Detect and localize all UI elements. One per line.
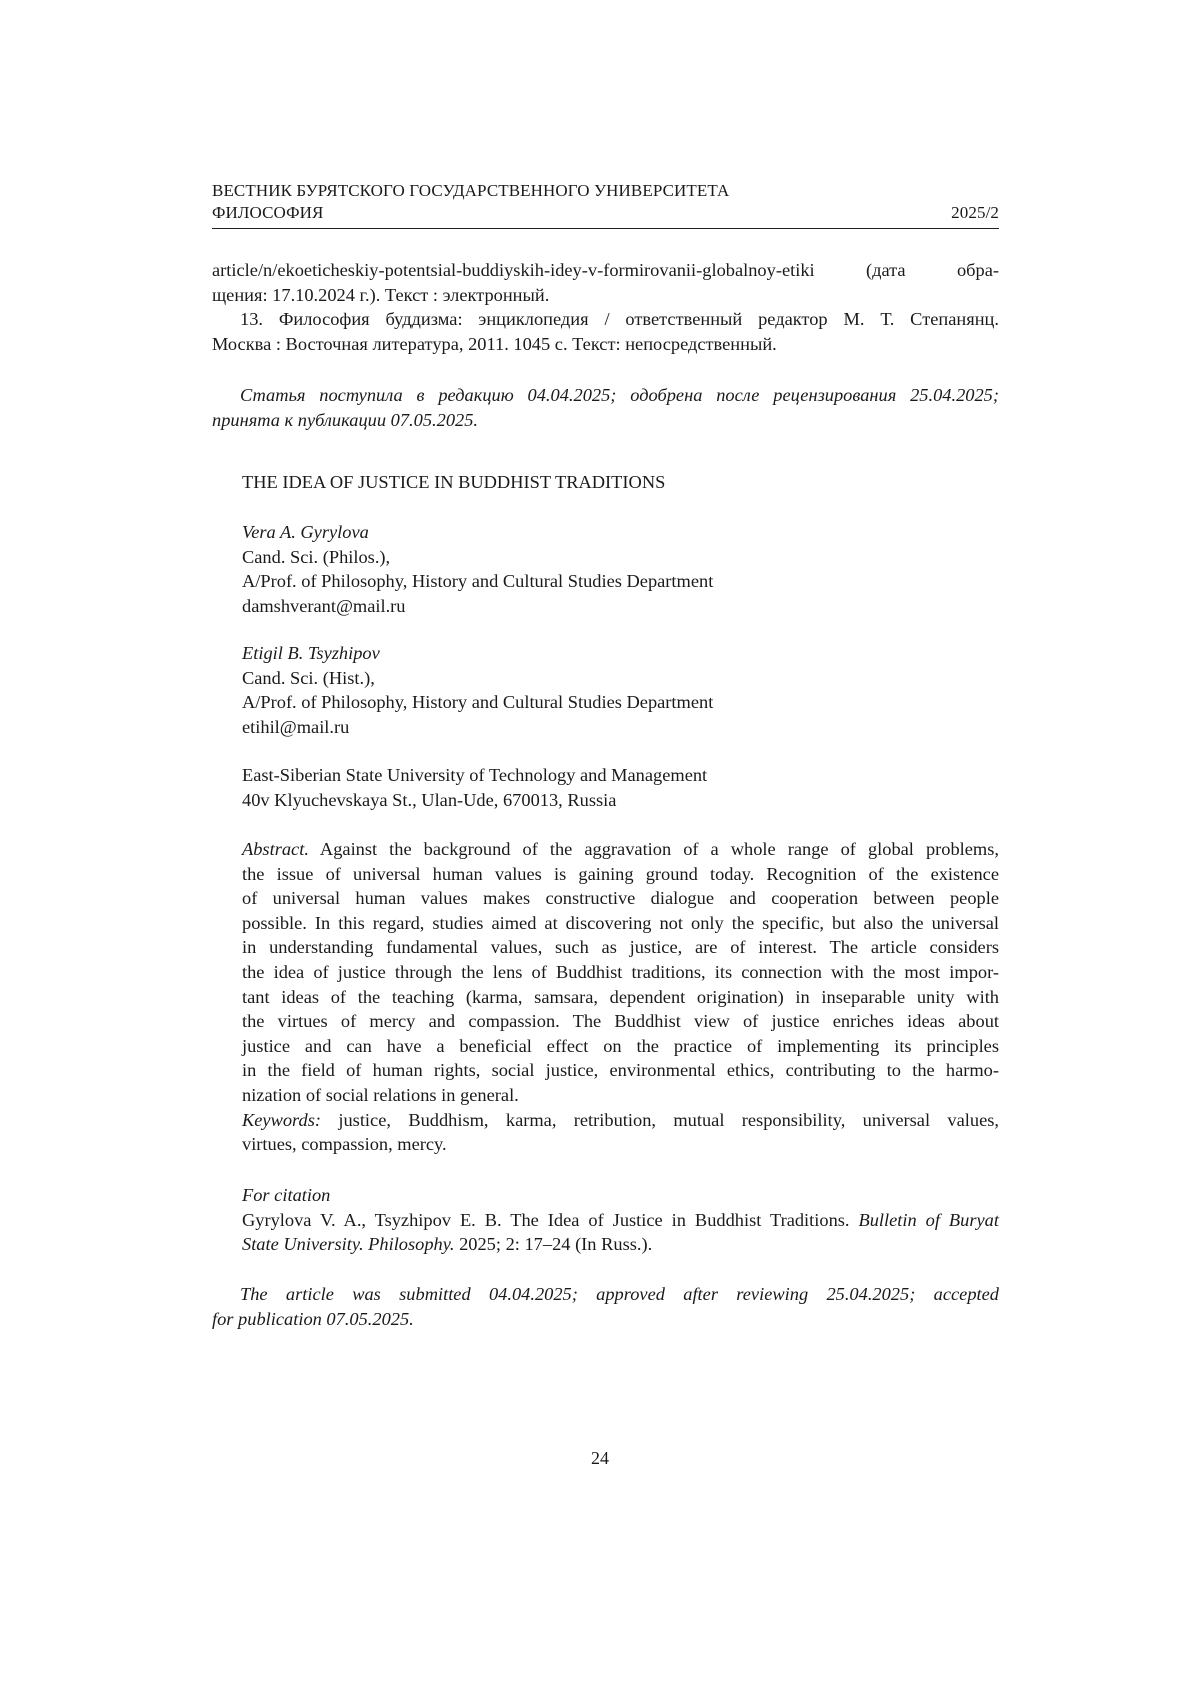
keywords-line-2: virtues, compassion, mercy. [242, 1134, 447, 1155]
abstract-line: justice and can have a beneficial effect on the practice of implementing its principles [242, 1035, 999, 1056]
page-number: 24 [591, 1448, 609, 1468]
reference-13-line-2: Москва : Восточная литература, 2011. 1045 с. Текст: непосредственный. [212, 333, 777, 354]
reference-12-line-1: article/n/ekoeticheskiy-potentsial-buddiyskih-idey-v-formirovanii-globalnoy-etiki (дата обра- [212, 260, 999, 280]
journal-title: ВЕСТНИК БУРЯТСКОГО ГОСУДАРСТВЕННОГО УНИВЕРСИТЕТА [212, 181, 730, 200]
keywords-line-1: Keywords: justice, Buddhism, karma, retribution, mutual responsibility, universal values, [242, 1109, 999, 1130]
abstract-line: in the field of human rights, social justice, environmental ethics, contributing to the harmo- [242, 1060, 999, 1081]
abstract [242, 837, 999, 1157]
references [212, 258, 999, 356]
citation-line-2: State University. Philosophy. 2025; 2: 17–24 (In Russ.). [242, 1234, 653, 1255]
author-block-1 [242, 520, 999, 618]
author-degree: Cand. Sci. (Hist.), [242, 667, 375, 688]
ru-dates-line-2: принята к публикации 07.05.2025. [212, 409, 478, 430]
abstract-label: Abstract. [242, 839, 309, 859]
reference-12-line-2: щения: 17.10.2024 г.). Текст : электронный. [212, 284, 550, 305]
author-block-2 [242, 641, 999, 739]
abstract-line: possible. In this regard, studies aimed at discovering not only the specific, but also the universal [242, 912, 999, 933]
author-degree: Cand. Sci. (Philos.), [242, 546, 391, 567]
en-dates-line-2: for publication 07.05.2025. [212, 1308, 414, 1329]
ru-submission-dates [212, 383, 999, 432]
author-email: etihil@mail.ru [242, 716, 350, 737]
institution: East-Siberian State University of Technology and Management [242, 765, 708, 785]
keywords-label: Keywords: [242, 1109, 322, 1130]
citation [242, 1183, 999, 1257]
abstract-line: Abstract. Against the background of the aggravation of a whole range of global problems, [242, 839, 999, 859]
en-submission-dates [212, 1282, 999, 1331]
running-header [212, 180, 999, 229]
abstract-line: nization of social relations in general. [242, 1084, 519, 1105]
affiliation [242, 763, 999, 812]
en-dates-line-1: The article was submitted 04.04.2025; approved after reviewing 25.04.2025; accepted [240, 1284, 999, 1304]
abstract-line: the issue of universal human values is gaining ground today. Recognition of the existence [242, 863, 999, 884]
author-position: A/Prof. of Philosophy, History and Cultural Studies Department [242, 571, 714, 592]
citation-label: For citation [242, 1185, 331, 1205]
abstract-line: the virtues of mercy and compassion. The Buddhist view of justice enriches ideas about [242, 1011, 999, 1032]
issue-number: 2025/2 [951, 203, 999, 222]
journal-section: ФИЛОСОФИЯ [212, 203, 324, 222]
article-title [242, 470, 999, 495]
author-name: Etigil B. Tsyzhipov [242, 643, 380, 663]
abstract-line: of universal human values makes constructive dialogue and cooperation between people [242, 888, 999, 909]
reference-13-line-1: 13. Философия буддизма: энциклопедия / ответственный редактор М. Т. Степанянц. [240, 309, 999, 330]
abstract-line: tant ideas of the teaching (karma, samsara, dependent origination) in inseparable unity with [242, 986, 999, 1007]
ru-dates-line-1: Статья поступила в редакцию 04.04.2025; одобрена после рецензирования 25.04.2025; [240, 385, 999, 405]
author-position: A/Prof. of Philosophy, History and Cultural Studies Department [242, 692, 714, 713]
author-email: damshverant@mail.ru [242, 595, 406, 616]
abstract-line: in understanding fundamental values, such as justice, are of interest. The article considers [242, 937, 999, 958]
citation-line-1: Gyrylova V. A., Tsyzhipov E. B. The Idea of Justice in Buddhist Traditions. Bulletin of Buryat [242, 1209, 999, 1230]
institution-address: 40v Klyuchevskaya St., Ulan-Ude, 670013, Russia [242, 789, 617, 810]
abstract-line: the idea of justice through the lens of Buddhist traditions, its connection with the most impor- [242, 961, 999, 982]
author-name: Vera A. Gyrylova [242, 522, 369, 542]
article-title-text: THE IDEA OF JUSTICE IN BUDDHIST TRADITIONS [242, 472, 666, 492]
